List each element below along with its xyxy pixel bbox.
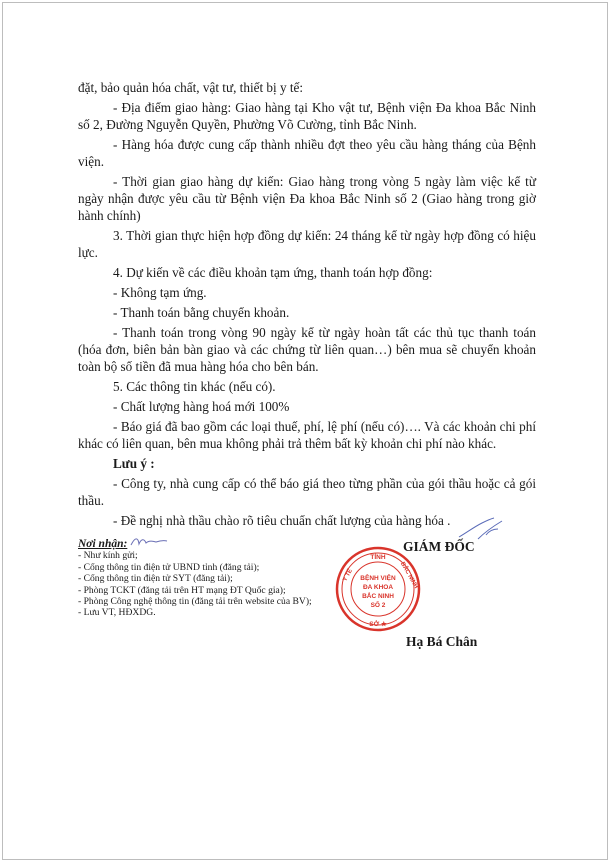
seal-right-text: BẮC NINH	[398, 561, 419, 590]
seal-center-line: SỐ 2	[370, 602, 386, 609]
note-heading: Lưu ý :	[113, 456, 155, 471]
seal-bottom-text: SỞ ★	[369, 621, 387, 628]
recipient-item: - Cổng thông tin điện tử SYT (đăng tải);	[78, 573, 233, 585]
signature-title: GIÁM ĐỐC	[403, 539, 475, 554]
document-body	[78, 79, 536, 532]
body-line: đặt, bảo quản hóa chất, vật tư, thiết bị y tế:	[78, 80, 304, 95]
recipient-item: - Cổng thông tin điện tử UBND tỉnh (đăng tải);	[78, 561, 260, 573]
body-line: - Thời gian giao hàng dự kiến: Giao hàng trong vòng 5 ngày làm việc kể từ ngày nhận được yêu cầu từ Bệnh viện Đa khoa Bắc Ninh số 2 (Giao hàng trong giờ hành chính)	[78, 174, 536, 223]
body-line: 3. Thời gian thực hiện hợp đồng dự kiến: 24 tháng kể từ ngày hợp đồng có hiệu lực.	[78, 228, 536, 260]
initials-signature	[129, 535, 169, 549]
recipient-item: - Phòng Công nghệ thông tin (đăng tải trên website của BV);	[78, 596, 312, 608]
official-seal	[335, 546, 421, 632]
body-line: 4. Dự kiến về các điều khoản tạm ứng, thanh toán hợp đồng:	[113, 265, 433, 280]
seal-center-line: BỆNH VIỆN	[360, 575, 396, 582]
recipient-item: - Phòng TCKT (đăng tải trên HT mạng ĐT Quốc gia);	[78, 584, 286, 596]
seal-top-text: TỈNH	[370, 554, 386, 561]
body-line: - Thanh toán trong vòng 90 ngày kể từ ngày hoàn tất các thủ tục thanh toán (hóa đơn, biên bản bàn giao và các chứng từ liên quan…) bên mua sẽ chuyển khoản toàn bộ số tiền đã mua hàng hóa cho bên bán.	[78, 325, 536, 374]
body-line: - Chất lượng hàng hoá mới 100%	[113, 399, 290, 414]
body-line: - Công ty, nhà cung cấp có thể báo giá theo từng phần của gói thầu hoặc cả gói thầu.	[78, 476, 536, 508]
seal-center-line: BẮC NINH	[362, 593, 394, 600]
body-line: - Đề nghị nhà thầu chào rõ tiêu chuẩn chất lượng của hàng hóa .	[113, 513, 451, 528]
signer-name: Hạ Bá Chân	[406, 634, 478, 649]
body-line: - Không tạm ứng.	[113, 285, 207, 300]
body-line: - Thanh toán bằng chuyển khoản.	[113, 305, 290, 320]
document-page	[2, 2, 608, 860]
recipient-item: - Lưu VT, HĐXDG.	[78, 607, 156, 619]
seal-center-line: ĐA KHOA	[362, 584, 394, 591]
recipient-item: - Như kính gửi;	[78, 550, 138, 562]
body-line: 5. Các thông tin khác (nếu có).	[113, 379, 276, 394]
body-line: - Địa điểm giao hàng: Giao hàng tại Kho vật tư, Bệnh viện Đa khoa Bắc Ninh số 2, Đường Nguyễn Quyền, Phường Võ Cường, tỉnh Bắc Ninh.	[78, 100, 536, 132]
body-line: - Báo giá đã bao gồm các loại thuế, phí, lệ phí (nếu có)…. Và các khoản chi phí khác có liên quan, bên mua không phải trả thêm bất kỳ khoản chi phí nào khác.	[78, 419, 536, 451]
seal-left-text: Y TẾ	[342, 568, 355, 583]
body-line: - Hàng hóa được cung cấp thành nhiều đợt theo yêu cầu hàng tháng của Bệnh viện.	[78, 137, 536, 169]
recipients-heading: Nơi nhận:	[78, 538, 128, 550]
